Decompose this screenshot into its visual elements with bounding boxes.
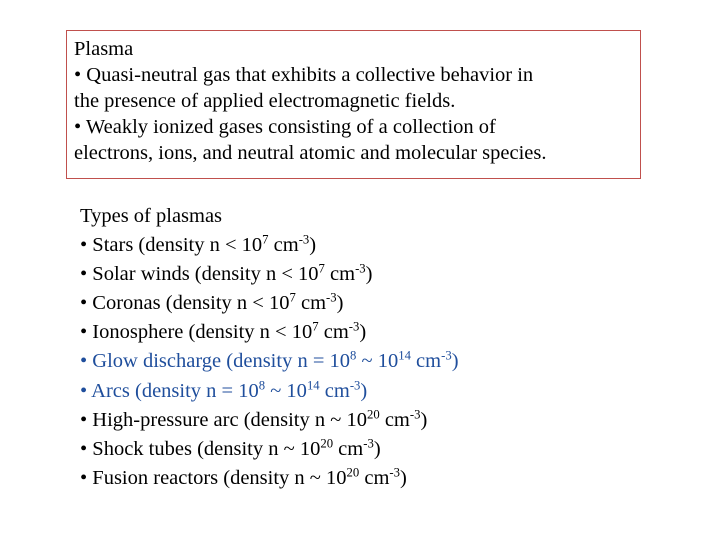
definition-line: • Quasi-neutral gas that exhibits a collective behavior in	[74, 64, 534, 86]
list-item-coronas: • Coronas (density $n < 10^7$ $cm^{-3}$)	[80, 290, 344, 315]
types-title: Types of plasmas	[80, 205, 223, 227]
definition-line: the presence of applied electromagnetic fields.	[74, 90, 456, 112]
list-item-stars: • Stars (density $n < 10^7$ $cm^{-3}$)	[80, 232, 317, 257]
definition-title: Plasma	[74, 38, 134, 60]
list-item-high-pressure-arc: • High-pressure arc (density n ~ $10^{20}$ $cm^{-3}$)	[80, 407, 428, 431]
list-item-arcs: • Arcs (density $n = 10^8$ ~ $10^{14}$ $cm^{-3}$)	[80, 377, 368, 402]
list-item-solar-winds: • Solar winds (density $n < 10^7$ $cm^{-3}$)	[80, 261, 373, 286]
list-item-ionosphere: • Ionosphere (density $n < 10^7$ $cm^{-3}$)	[80, 319, 367, 344]
list-item-shock-tubes: • Shock tubes (density n ~ $10^{20}$ $cm^{-3}$)	[80, 436, 381, 460]
definition-line: • Weakly ionized gases consisting of a collection of	[74, 116, 496, 138]
plasma-definition-box	[66, 30, 641, 179]
list-item-glow-discharge: • Glow discharge (density $n = 10^8$ ~ $10^{14}$ $cm^{-3}$)	[80, 348, 459, 373]
list-item-fusion-reactors: • Fusion reactors (density n ~ $10^{20}$ $cm^{-3}$)	[80, 465, 407, 489]
plasma-types-list	[80, 202, 459, 493]
definition-line: electrons, ions, and neutral atomic and molecular species.	[74, 142, 547, 164]
